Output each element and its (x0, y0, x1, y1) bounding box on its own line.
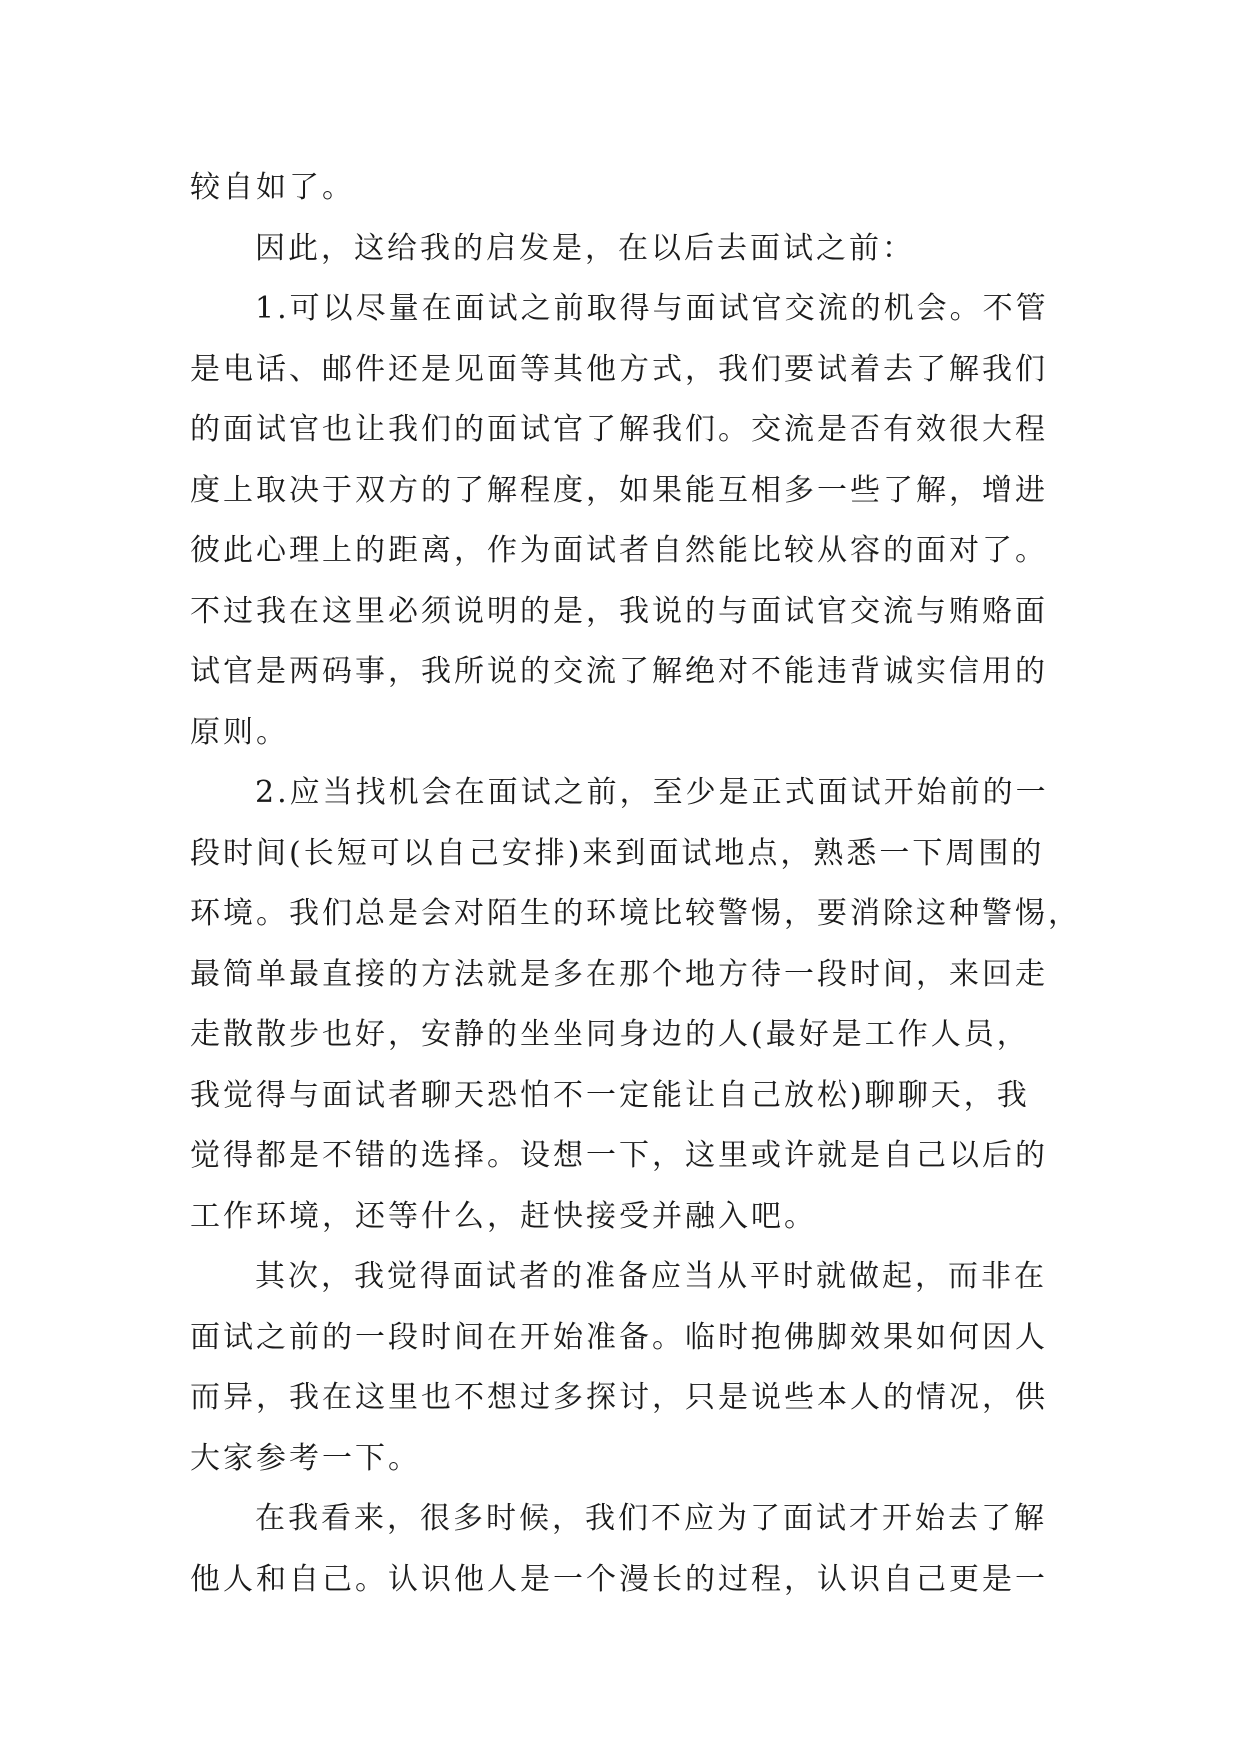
text-line: 其次，我觉得面试者的准备应当从平时就做起，而非在 (255, 1259, 1047, 1294)
text-line: 的面试官也让我们的面试官了解我们。交流是否有效很大程 (190, 412, 1048, 447)
text-line: 不过我在这里必须说明的是，我说的与面试官交流与贿赂面 (190, 593, 1048, 629)
text-line: 觉得都是不错的选择。设想一下，这里或许就是自己以后的 (190, 1138, 1048, 1173)
text-line: 工作环境，还等什么，赶快接受并融入吧。 (190, 1198, 817, 1234)
text-line: 试官是两码事，我所说的交流了解绝对不能违背诚实信用的 (190, 654, 1048, 689)
text-line: 段时间(长短可以自己安排)来到面试地点，熟悉一下周围的 (190, 835, 1045, 871)
text-line: 最简单最直接的方法就是多在那个地方待一段时间，来回走 (190, 956, 1048, 992)
text-line: 是电话、邮件还是见面等其他方式，我们要试着去了解我们 (190, 351, 1048, 387)
text-line: 在我看来，很多时候，我们不应为了面试才开始去了解 (255, 1501, 1047, 1536)
text-line: 我觉得与面试者聊天恐怕不一定能让自己放松)聊聊天，我 (190, 1077, 1030, 1113)
text-line: 度上取决于双方的了解程度，如果能互相多一些了解，增进 (190, 472, 1048, 508)
document-body (190, 158, 1081, 1610)
text-line: 原则。 (190, 714, 289, 750)
text-line: 面试之前的一段时间在开始准备。临时抱佛脚效果如何因人 (190, 1319, 1048, 1355)
text-line: 走散散步也好，安静的坐坐同身边的人(最好是工作人员， (190, 1017, 1030, 1052)
text-line: 彼此心理上的距离，作为面试者自然能比较从容的面对了。 (190, 533, 1048, 568)
text-line: 2.应当找机会在面试之前，至少是正式面试开始前的一 (255, 775, 1049, 810)
text-line: 1.可以尽量在面试之前取得与面试官交流的机会。不管 (255, 291, 1049, 326)
text-line: 他人和自己。认识他人是一个漫长的过程，认识自己更是一 (190, 1561, 1048, 1597)
text-line: 而异，我在这里也不想过多探讨，只是说些本人的情况，供 (190, 1380, 1048, 1415)
text-line: 大家参考一下。 (190, 1440, 421, 1476)
text-line: 环境。我们总是会对陌生的环境比较警惕，要消除这种警惕， (190, 896, 1081, 931)
text-line: 因此，这给我的启发是，在以后去面试之前： (255, 230, 915, 266)
text-line: 较自如了。 (190, 170, 355, 205)
